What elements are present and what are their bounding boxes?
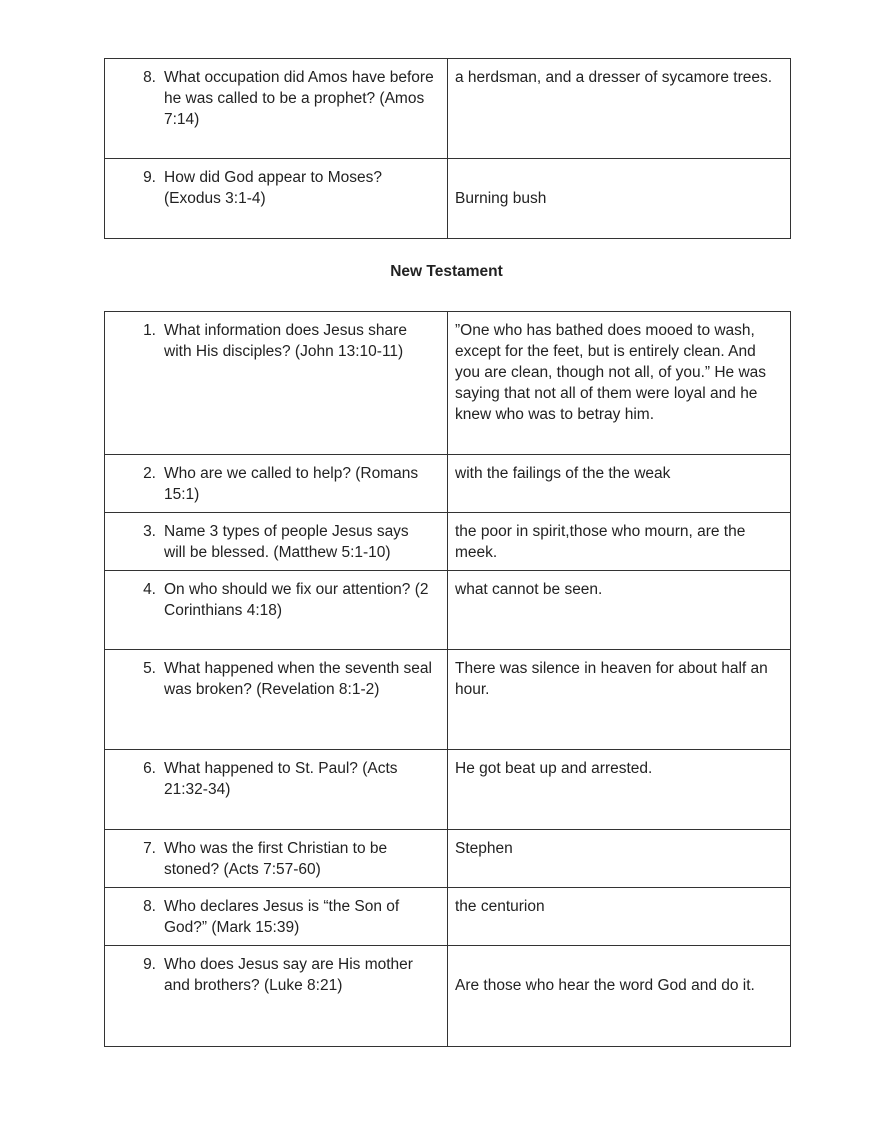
question-number: 7. <box>143 840 156 857</box>
question-number: 8. <box>143 898 156 915</box>
table-row <box>105 159 791 239</box>
question-number: 9. <box>143 956 156 973</box>
question-text: Who was the first Christian to be stoned? (Acts 7:57-60) <box>164 840 388 878</box>
table-row <box>105 946 791 1047</box>
answer-text: There was silence in heaven for about half an hour. <box>448 650 791 750</box>
new-testament-table <box>104 311 791 1047</box>
table-row <box>105 888 791 946</box>
answer-text: Are those who hear the word God and do it. <box>448 946 791 1047</box>
answer-text: Burning bush <box>448 159 791 239</box>
question-text: Who does Jesus say are His mother and brothers? (Luke 8:21) <box>164 956 413 994</box>
question-text: What happened when the seventh seal was broken? (Revelation 8:1-2) <box>164 660 432 698</box>
table-row <box>105 830 791 888</box>
question-number: 2. <box>143 465 156 482</box>
answer-text: ”One who has bathed does mooed to wash, except for the feet, but is entirely clean. And you are clean, though not all, of you.” He was saying that not all of them were loyal and he knew who was to betray him. <box>448 312 791 455</box>
section-heading: New Testament <box>390 263 503 280</box>
answer-text: the poor in spirit,those who mourn, are the meek. <box>448 513 791 571</box>
question-number: 8. <box>143 69 156 86</box>
table-row <box>105 455 791 513</box>
question-number: 9. <box>143 169 156 186</box>
table-row <box>105 513 791 571</box>
table-row <box>105 59 791 159</box>
table-row <box>105 312 791 455</box>
question-text: Who are we called to help? (Romans 15:1) <box>164 465 419 503</box>
answer-text: Stephen <box>448 830 791 888</box>
question-number: 6. <box>143 760 156 777</box>
table-row <box>105 750 791 830</box>
question-text: How did God appear to Moses? (Exodus 3:1-4) <box>164 169 382 207</box>
question-text: On who should we fix our attention? (2 Corinthians 4:18) <box>164 581 429 619</box>
question-number: 5. <box>143 660 156 677</box>
question-number: 1. <box>143 322 156 339</box>
question-text: Name 3 types of people Jesus says will be blessed. (Matthew 5:1-10) <box>164 523 409 561</box>
question-number: 4. <box>143 581 156 598</box>
question-text: What occupation did Amos have before he was called to be a prophet? (Amos 7:14) <box>164 69 434 128</box>
old-testament-table <box>104 58 791 239</box>
question-text: Who declares Jesus is “the Son of God?” (Mark 15:39) <box>164 898 400 936</box>
table-row <box>105 571 791 650</box>
answer-text: the centurion <box>448 888 791 946</box>
question-text: What information does Jesus share with His disciples? (John 13:10-11) <box>164 322 407 360</box>
question-text: What happened to St. Paul? (Acts 21:32-34) <box>164 760 398 798</box>
answer-text: a herdsman, and a dresser of sycamore trees. <box>448 59 791 159</box>
question-number: 3. <box>143 523 156 540</box>
answer-text: He got beat up and arrested. <box>448 750 791 830</box>
answer-text: with the failings of the the weak <box>448 455 791 513</box>
answer-text: what cannot be seen. <box>448 571 791 650</box>
table-row <box>105 650 791 750</box>
